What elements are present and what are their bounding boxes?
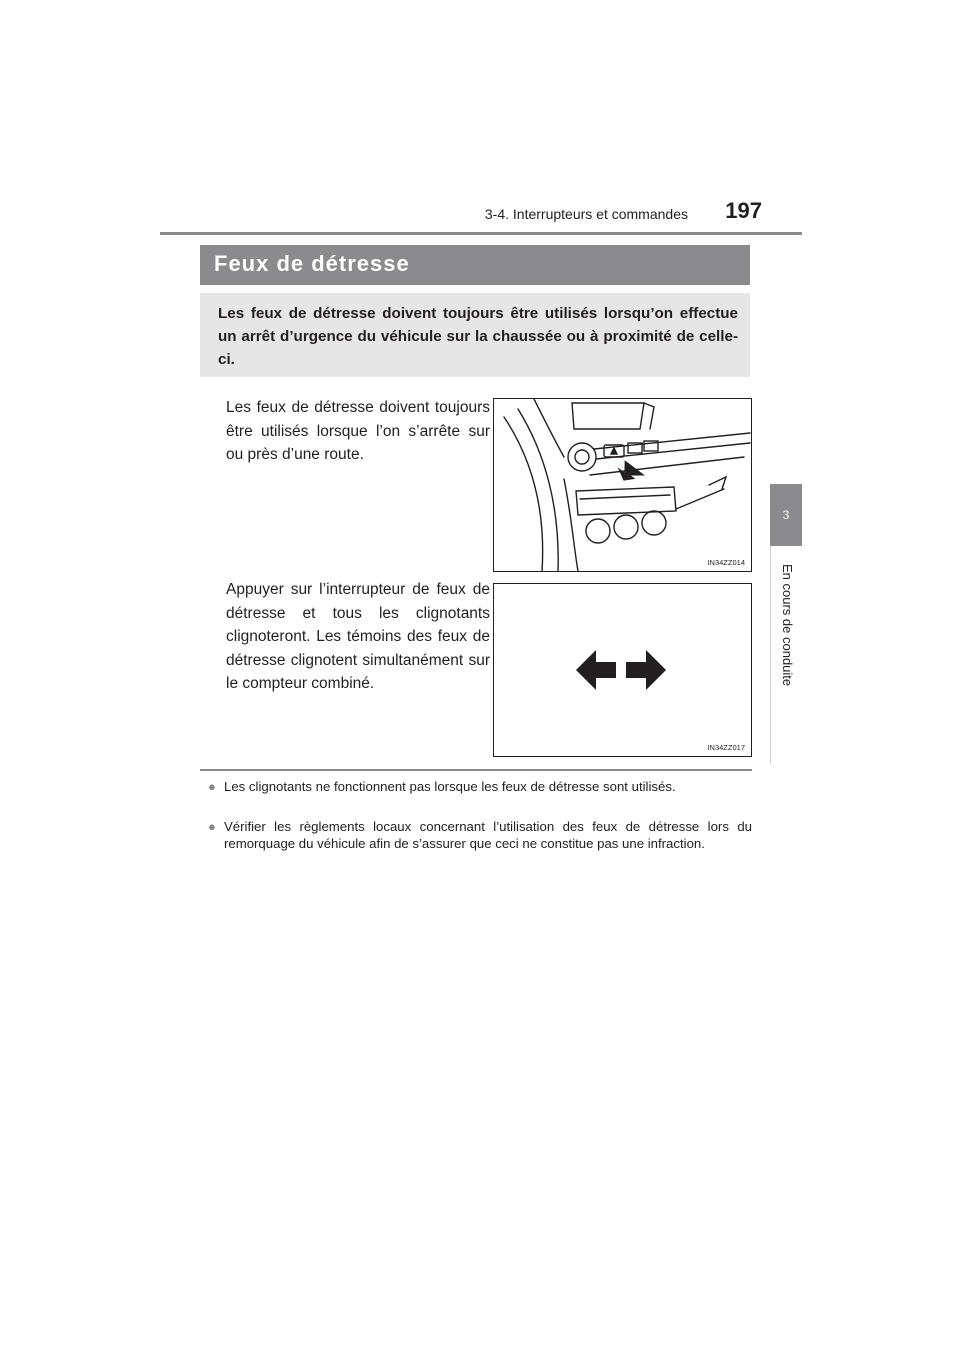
- turn-indicator-illustration: [493, 583, 752, 757]
- intro-text: Les feux de détresse doivent toujours être utilisés lorsqu’on effectue un arrêt d’urgence du véhicule sur la chaussée ou à proximité de celle-ci.: [218, 305, 738, 368]
- body-paragraph-1: Les feux de détresse doivent toujours être utilisés lorsque l’on s’arrête sur ou près d’une route.: [226, 399, 490, 463]
- note-item-2: [208, 818, 752, 852]
- page-number: 197: [725, 198, 762, 223]
- body-paragraph-2: Appuyer sur l’interrupteur de feux de détresse et tous les clignotants clignoteront. Les témoins des feux de détresse clignotent simultanément sur le compteur combiné.: [226, 581, 490, 692]
- note-text-1: Les clignotants ne fonctionnent pas lorsque les feux de détresse sont utilisés.: [224, 779, 676, 794]
- figure-code-2: IN34ZZ017: [707, 743, 745, 752]
- turn-arrows-drawing: [494, 584, 751, 756]
- intro-box: [200, 293, 750, 377]
- notes-rule: [200, 769, 752, 771]
- chapter-caption-box: [770, 546, 803, 764]
- section-title-bar: [200, 245, 750, 285]
- figure-code-1: IN34ZZ014: [707, 558, 745, 567]
- note-item-1: [208, 778, 752, 795]
- right-arrow-icon: [626, 650, 666, 690]
- running-head: 3-4. Interrupteurs et commandes: [484, 206, 688, 222]
- bullet-icon: ●: [208, 819, 216, 834]
- note-text-2: Vérifier les règlements locaux concernant l’utilisation des feux de détresse lors du remorquage du véhicule afin de s’assurer que ceci ne constitue pas une infraction.: [224, 819, 752, 851]
- left-arrow-icon: [576, 650, 616, 690]
- chapter-number: 3: [770, 484, 802, 546]
- chapter-caption: En cours de conduite: [780, 564, 795, 687]
- section-title: Feux de détresse: [214, 251, 410, 276]
- dashboard-illustration: [493, 398, 752, 572]
- header-rule: [160, 232, 802, 235]
- dashboard-drawing: [494, 399, 751, 571]
- chapter-side-tab: [770, 284, 802, 764]
- bullet-icon: ●: [208, 779, 216, 794]
